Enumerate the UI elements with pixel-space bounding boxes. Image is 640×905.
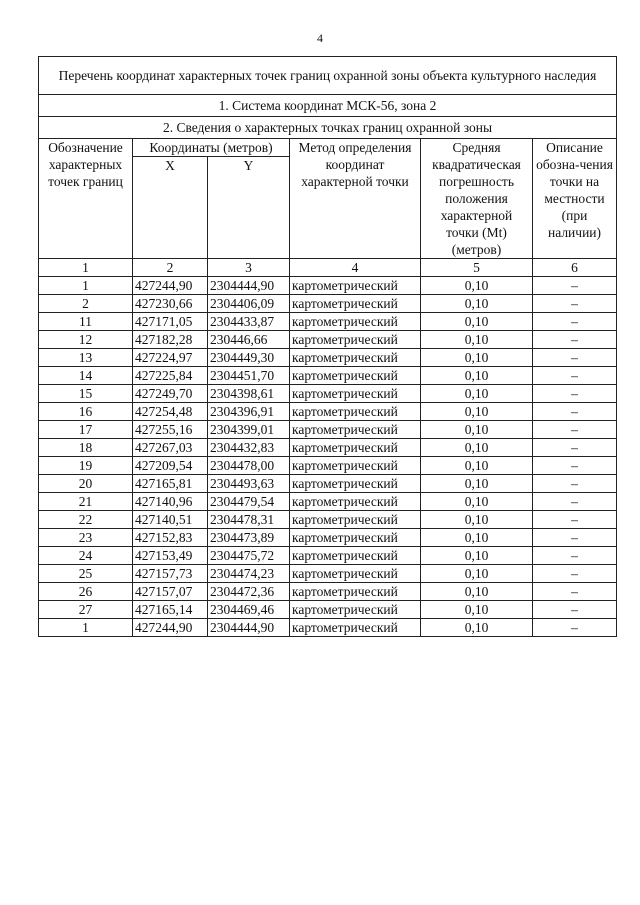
x-cell: 427244,90 [133, 277, 208, 295]
method-cell: картометрический [290, 475, 421, 493]
page-number: 4 [317, 31, 323, 45]
accuracy-cell: 0,10 [421, 583, 533, 601]
method-cell: картометрический [290, 349, 421, 367]
point-cell: 13 [39, 349, 133, 367]
y-cell: 2304444,90 [208, 277, 290, 295]
accuracy-cell: 0,10 [421, 313, 533, 331]
table-row [39, 349, 617, 367]
table-row [39, 331, 617, 349]
y-cell: 2304433,87 [208, 313, 290, 331]
header-point: Обозначение характерных точек границ [39, 139, 133, 259]
x-cell: 427157,07 [133, 583, 208, 601]
accuracy-cell: 0,10 [421, 529, 533, 547]
accuracy-cell: 0,10 [421, 367, 533, 385]
point-cell: 1 [39, 619, 133, 637]
y-cell: 2304451,70 [208, 367, 290, 385]
y-cell: 2304469,46 [208, 601, 290, 619]
column-index: 1 [39, 259, 133, 277]
accuracy-cell: 0,10 [421, 457, 533, 475]
accuracy-cell: 0,10 [421, 331, 533, 349]
method-cell: картометрический [290, 619, 421, 637]
y-cell: 2304472,36 [208, 583, 290, 601]
column-index-row [39, 259, 617, 277]
accuracy-cell: 0,10 [421, 511, 533, 529]
description-cell: – [533, 565, 617, 583]
accuracy-cell: 0,10 [421, 403, 533, 421]
coordinate-system: 1. Система координат МСК-56, зона 2 [39, 95, 617, 117]
x-cell: 427209,54 [133, 457, 208, 475]
method-cell: картометрический [290, 277, 421, 295]
table-row [39, 403, 617, 421]
method-cell: картометрический [290, 439, 421, 457]
description-cell: – [533, 475, 617, 493]
point-cell: 17 [39, 421, 133, 439]
y-cell: 2304478,00 [208, 457, 290, 475]
description-cell: – [533, 421, 617, 439]
description-cell: – [533, 601, 617, 619]
x-cell: 427157,73 [133, 565, 208, 583]
point-cell: 20 [39, 475, 133, 493]
x-cell: 427152,83 [133, 529, 208, 547]
description-cell: – [533, 529, 617, 547]
coordinates-table [38, 56, 617, 637]
method-cell: картометрический [290, 565, 421, 583]
description-cell: – [533, 493, 617, 511]
table-row [39, 565, 617, 583]
column-index: 6 [533, 259, 617, 277]
description-cell: – [533, 547, 617, 565]
accuracy-cell: 0,10 [421, 619, 533, 637]
x-cell: 427230,66 [133, 295, 208, 313]
header-x: X [133, 157, 208, 259]
point-cell: 11 [39, 313, 133, 331]
method-cell: картометрический [290, 493, 421, 511]
table-row [39, 601, 617, 619]
description-cell: – [533, 349, 617, 367]
x-cell: 427255,16 [133, 421, 208, 439]
x-cell: 427225,84 [133, 367, 208, 385]
table-row [39, 277, 617, 295]
x-cell: 427182,28 [133, 331, 208, 349]
description-cell: – [533, 313, 617, 331]
method-cell: картометрический [290, 367, 421, 385]
method-cell: картометрический [290, 331, 421, 349]
y-cell: 2304478,31 [208, 511, 290, 529]
column-index: 2 [133, 259, 208, 277]
point-cell: 18 [39, 439, 133, 457]
x-cell: 427140,96 [133, 493, 208, 511]
accuracy-cell: 0,10 [421, 547, 533, 565]
header-description: Описание обозна-чения точки на местности (при наличии) [533, 139, 617, 259]
table-row [39, 439, 617, 457]
point-cell: 14 [39, 367, 133, 385]
x-cell: 427249,70 [133, 385, 208, 403]
y-cell: 2304406,09 [208, 295, 290, 313]
method-cell: картометрический [290, 385, 421, 403]
header-coordinates: Координаты (метров) [133, 139, 290, 157]
table-row [39, 529, 617, 547]
x-cell: 427165,81 [133, 475, 208, 493]
table-row [39, 385, 617, 403]
description-cell: – [533, 331, 617, 349]
method-cell: картометрический [290, 295, 421, 313]
y-cell: 2304396,91 [208, 403, 290, 421]
description-cell: – [533, 403, 617, 421]
point-cell: 15 [39, 385, 133, 403]
point-cell: 12 [39, 331, 133, 349]
x-cell: 427165,14 [133, 601, 208, 619]
column-index: 3 [208, 259, 290, 277]
table-row [39, 367, 617, 385]
y-cell: 2304398,61 [208, 385, 290, 403]
x-cell: 427267,03 [133, 439, 208, 457]
point-cell: 22 [39, 511, 133, 529]
y-cell: 2304444,90 [208, 619, 290, 637]
description-cell: – [533, 439, 617, 457]
point-cell: 19 [39, 457, 133, 475]
description-cell: – [533, 583, 617, 601]
point-cell: 16 [39, 403, 133, 421]
accuracy-cell: 0,10 [421, 565, 533, 583]
y-cell: 2304475,72 [208, 547, 290, 565]
accuracy-cell: 0,10 [421, 277, 533, 295]
table-row [39, 511, 617, 529]
x-cell: 427224,97 [133, 349, 208, 367]
method-cell: картометрический [290, 403, 421, 421]
method-cell: картометрический [290, 547, 421, 565]
point-cell: 27 [39, 601, 133, 619]
point-cell: 2 [39, 295, 133, 313]
method-cell: картометрический [290, 601, 421, 619]
accuracy-cell: 0,10 [421, 601, 533, 619]
description-cell: – [533, 277, 617, 295]
x-cell: 427153,49 [133, 547, 208, 565]
y-cell: 2304399,01 [208, 421, 290, 439]
table-row [39, 295, 617, 313]
x-cell: 427244,90 [133, 619, 208, 637]
table-row [39, 583, 617, 601]
description-cell: – [533, 385, 617, 403]
point-cell: 1 [39, 277, 133, 295]
description-cell: – [533, 457, 617, 475]
column-index: 5 [421, 259, 533, 277]
table-row [39, 313, 617, 331]
point-cell: 23 [39, 529, 133, 547]
y-cell: 2304432,83 [208, 439, 290, 457]
y-cell: 2304473,89 [208, 529, 290, 547]
y-cell: 2304479,54 [208, 493, 290, 511]
table-row [39, 475, 617, 493]
accuracy-cell: 0,10 [421, 421, 533, 439]
table-row [39, 493, 617, 511]
column-index: 4 [290, 259, 421, 277]
description-cell: – [533, 295, 617, 313]
accuracy-cell: 0,10 [421, 439, 533, 457]
accuracy-cell: 0,10 [421, 385, 533, 403]
table-row [39, 619, 617, 637]
point-cell: 25 [39, 565, 133, 583]
method-cell: картометрический [290, 457, 421, 475]
description-cell: – [533, 367, 617, 385]
accuracy-cell: 0,10 [421, 349, 533, 367]
y-cell: 2304474,23 [208, 565, 290, 583]
method-cell: картометрический [290, 313, 421, 331]
x-cell: 427254,48 [133, 403, 208, 421]
accuracy-cell: 0,10 [421, 493, 533, 511]
section-title: 2. Сведения о характерных точках границ охранной зоны [39, 117, 617, 139]
table-title: Перечень координат характерных точек границ охранной зоны объекта культурного наследия [39, 57, 617, 95]
y-cell: 2304493,63 [208, 475, 290, 493]
x-cell: 427171,05 [133, 313, 208, 331]
table-row [39, 457, 617, 475]
point-cell: 26 [39, 583, 133, 601]
y-cell: 230446,66 [208, 331, 290, 349]
header-y: Y [208, 157, 290, 259]
method-cell: картометрический [290, 421, 421, 439]
accuracy-cell: 0,10 [421, 475, 533, 493]
y-cell: 2304449,30 [208, 349, 290, 367]
x-cell: 427140,51 [133, 511, 208, 529]
point-cell: 21 [39, 493, 133, 511]
method-cell: картометрический [290, 529, 421, 547]
method-cell: картометрический [290, 511, 421, 529]
table-row [39, 547, 617, 565]
description-cell: – [533, 619, 617, 637]
accuracy-cell: 0,10 [421, 295, 533, 313]
header-method: Метод определения координат характерной точки [290, 139, 421, 259]
point-cell: 24 [39, 547, 133, 565]
header-accuracy: Средняя квадратическая погрешность положения характерной точки (Mt) (метров) [421, 139, 533, 259]
method-cell: картометрический [290, 583, 421, 601]
table-row [39, 421, 617, 439]
description-cell: – [533, 511, 617, 529]
